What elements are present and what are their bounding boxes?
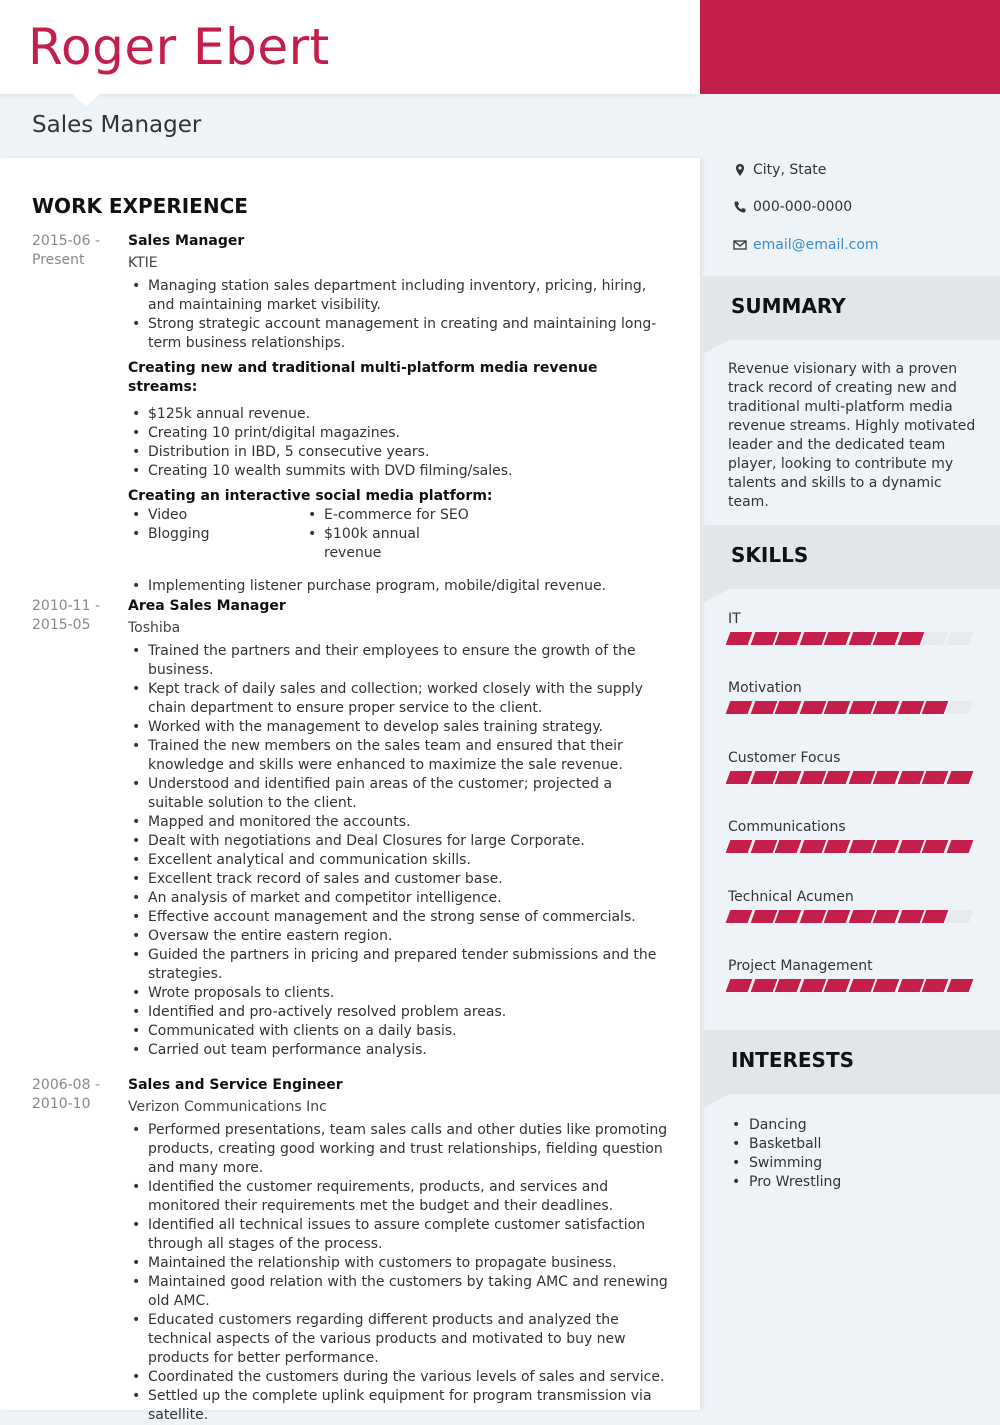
- skill-segment-filled: [873, 701, 900, 714]
- job-title: Sales and Service Engineer: [128, 1077, 343, 1093]
- skill-segment-filled: [750, 840, 777, 853]
- phone-icon: [733, 200, 747, 214]
- interests-title: INTERESTS: [731, 1048, 854, 1072]
- skill-segment-filled: [946, 771, 973, 784]
- skill-segment-filled: [799, 910, 826, 923]
- interests-header-pointer: [703, 1094, 729, 1108]
- list-item: • Strong strategic account management in creating and maintaining long-term business relationships.: [128, 315, 668, 353]
- job-title: Area Sales Manager: [128, 598, 286, 614]
- contact-location: [733, 162, 826, 178]
- list-item: • Video: [128, 506, 304, 525]
- location-pin-icon: [733, 163, 747, 177]
- job-col-2: [304, 506, 480, 563]
- list-item: • Excellent track record of sales and customer base.: [128, 870, 668, 889]
- list-item: • Educated customers regarding different products and analyzed the technical aspects of the various products and motivated to buy new products for better performance.: [128, 1311, 668, 1368]
- list-item: • Identified the customer requirements, products, and services and monitored their requirements met the budget and their deadlines.: [128, 1178, 668, 1216]
- skill-segment-filled: [873, 979, 900, 992]
- skill-segment-filled: [799, 632, 826, 645]
- list-item: • Understood and identified pain areas of the customer; projected a suitable solution to the client.: [128, 775, 668, 813]
- job-body: [128, 597, 668, 1060]
- header: [0, 0, 700, 94]
- skill-segment-filled: [824, 771, 851, 784]
- skills-header-pointer: [703, 589, 729, 603]
- list-item: • Identified all technical issues to assure complete customer satisfaction through all stages of the process.: [128, 1216, 668, 1254]
- list-item: • Basketball: [728, 1135, 841, 1154]
- skill-project-management: [728, 958, 973, 992]
- skill-segment-filled: [946, 979, 973, 992]
- skill-segment-filled: [897, 701, 924, 714]
- skill-segment-filled: [775, 979, 802, 992]
- job-sub-bullets: [128, 405, 668, 481]
- skill-segment-filled: [799, 771, 826, 784]
- list-item: • $125k annual revenue.: [128, 405, 668, 424]
- job-company: KTIE: [128, 255, 158, 271]
- skill-segment-filled: [726, 701, 753, 714]
- list-item: • Swimming: [728, 1154, 841, 1173]
- skill-segment-filled: [799, 840, 826, 853]
- skill-segment-filled: [726, 910, 753, 923]
- list-item: • Managing station sales department including inventory, pricing, hiring, and maintaining market visibility.: [128, 277, 668, 315]
- skill-segment-empty: [922, 632, 949, 645]
- skill-segment-filled: [922, 840, 949, 853]
- skill-segment-empty: [946, 632, 973, 645]
- skill-bar: [728, 979, 973, 992]
- skill-name: Customer Focus: [728, 750, 841, 766]
- skill-segment-filled: [824, 910, 851, 923]
- list-item: • Trained the partners and their employees to ensure the growth of the business.: [128, 642, 668, 680]
- job-subheading: Creating an interactive social media platform:: [128, 488, 493, 504]
- main-column: [0, 158, 700, 1423]
- skill-segment-filled: [897, 771, 924, 784]
- skill-segment-filled: [873, 840, 900, 853]
- skill-segment-filled: [775, 771, 802, 784]
- list-item: • An analysis of market and competitor intelligence.: [128, 889, 668, 908]
- header-pointer: [72, 94, 100, 106]
- skill-name: IT: [728, 611, 741, 627]
- summary-header: [703, 276, 1000, 340]
- job-company: Toshiba: [128, 620, 181, 636]
- skill-segment-filled: [848, 840, 875, 853]
- skill-segment-filled: [897, 910, 924, 923]
- skill-segment-empty: [946, 701, 973, 714]
- skill-bar: [728, 701, 973, 714]
- skill-name: Technical Acumen: [728, 889, 854, 905]
- list-item: • Maintained the relationship with customers to propagate business.: [128, 1254, 668, 1273]
- skill-technical-acumen: [728, 889, 973, 923]
- skill-segment-filled: [750, 979, 777, 992]
- skill-segment-filled: [897, 979, 924, 992]
- skill-segment-filled: [848, 910, 875, 923]
- skill-segment-filled: [897, 632, 924, 645]
- list-item: • $100k annual revenue: [304, 525, 480, 563]
- list-item: • Distribution in IBD, 5 consecutive years.: [128, 443, 668, 462]
- envelope-icon: [733, 238, 747, 252]
- contact-email[interactable]: [733, 237, 879, 253]
- list-item: • Creating 10 wealth summits with DVD filming/sales.: [128, 462, 668, 481]
- job-final-bullets: [128, 577, 668, 596]
- summary-header-pointer: [703, 340, 729, 354]
- subtitle-bar: [0, 94, 700, 158]
- list-item: • Kept track of daily sales and collection; worked closely with the supply chain department to ensure proper service to the client.: [128, 680, 668, 718]
- job-company: Verizon Communications Inc: [128, 1099, 327, 1115]
- list-item: • Blogging: [128, 525, 304, 544]
- list-item: • Dancing: [728, 1116, 841, 1135]
- email-link[interactable]: email@email.com: [753, 237, 879, 253]
- job-dates: [32, 1076, 122, 1114]
- location-text: City, State: [753, 162, 827, 178]
- skill-segment-filled: [726, 632, 753, 645]
- skill-segment-filled: [897, 840, 924, 853]
- job-date-end: 2015-05: [32, 617, 91, 633]
- list-item: • Pro Wrestling: [728, 1173, 841, 1192]
- job-date-end: Present: [32, 252, 85, 268]
- job-dates: [32, 597, 122, 635]
- list-item: • Oversaw the entire eastern region.: [128, 927, 668, 946]
- skill-segment-filled: [873, 771, 900, 784]
- summary-title: SUMMARY: [731, 294, 846, 318]
- skill-communications: [728, 819, 973, 853]
- contact-phone: [733, 199, 852, 215]
- skill-segment-filled: [873, 910, 900, 923]
- job-date-end: 2010-10: [32, 1096, 91, 1112]
- job-subheading: Creating new and traditional multi-platform media revenue streams:: [128, 360, 598, 395]
- job-body: [128, 1076, 668, 1425]
- list-item: • Wrote proposals to clients.: [128, 984, 668, 1003]
- skill-segment-filled: [750, 632, 777, 645]
- skill-segment-filled: [824, 632, 851, 645]
- skill-segment-filled: [848, 701, 875, 714]
- job-dates: [32, 232, 122, 270]
- interests-header: [703, 1030, 1000, 1094]
- job-body: [128, 232, 668, 596]
- skills-header: [703, 525, 1000, 589]
- job-two-column-list: [128, 506, 668, 563]
- list-item: • Communicated with clients on a daily basis.: [128, 1022, 668, 1041]
- list-item: • Guided the partners in pricing and prepared tender submissions and the strategies.: [128, 946, 668, 984]
- list-item: • Trained the new members on the sales team and ensured that their knowledge and skills were enhanced to maximize the sale revenue.: [128, 737, 668, 775]
- skill-segment-filled: [799, 979, 826, 992]
- skill-segment-filled: [775, 632, 802, 645]
- job-date-start: 2015-06 -: [32, 233, 100, 249]
- skill-segment-filled: [726, 771, 753, 784]
- accent-block: [700, 0, 1000, 94]
- summary-text: Revenue visionary with a proven track record of creating new and traditional multi-platform media revenue streams. Highly motivated leader and the dedicated team player, looking to contribute my talents and skills to a dynamic team.: [728, 361, 976, 510]
- list-item: • Performed presentations, team sales calls and other duties like promoting products, creating good working and trust relationships, fielding question and many more.: [128, 1121, 668, 1178]
- skill-bar: [728, 840, 973, 853]
- list-item: • Coordinated the customers during the various levels of sales and service.: [128, 1368, 668, 1387]
- skill-bar: [728, 910, 973, 923]
- skill-segment-filled: [824, 701, 851, 714]
- skill-segment-filled: [775, 701, 802, 714]
- skill-segment-filled: [922, 701, 949, 714]
- job-bullets: [128, 277, 668, 353]
- skill-segment-filled: [799, 701, 826, 714]
- list-item: • Dealt with negotiations and Deal Closures for large Corporate.: [128, 832, 668, 851]
- skill-segment-filled: [922, 910, 949, 923]
- skill-segment-filled: [726, 979, 753, 992]
- skill-segment-filled: [775, 840, 802, 853]
- skill-segment-filled: [750, 910, 777, 923]
- skill-name: Project Management: [728, 958, 873, 974]
- skill-name: Communications: [728, 819, 846, 835]
- skill-segment-filled: [824, 840, 851, 853]
- list-item: • Carried out team performance analysis.: [128, 1041, 668, 1060]
- skill-segment-filled: [750, 701, 777, 714]
- list-item: • Worked with the management to develop sales training strategy.: [128, 718, 668, 737]
- skill-bar: [728, 771, 973, 784]
- skill-segment-filled: [922, 771, 949, 784]
- interests-list: [728, 1116, 841, 1192]
- skills-title: SKILLS: [731, 543, 809, 567]
- skill-segment-filled: [946, 840, 973, 853]
- list-item: • E-commerce for SEO: [304, 506, 480, 525]
- list-item: • Implementing listener purchase program, mobile/digital revenue.: [128, 577, 668, 596]
- list-item: • Identified and pro-actively resolved problem areas.: [128, 1003, 668, 1022]
- skill-segment-filled: [726, 840, 753, 853]
- list-item: • Creating 10 print/digital magazines.: [128, 424, 668, 443]
- job-col-1: [128, 506, 304, 563]
- candidate-role: Sales Manager: [32, 112, 202, 138]
- job-bullets: [128, 1121, 668, 1425]
- skill-customer-focus: [728, 750, 973, 784]
- list-item: • Maintained good relation with the customers by taking AMC and renewing old AMC.: [128, 1273, 668, 1311]
- phone-text: 000-000-0000: [753, 199, 853, 215]
- job-bullets: [128, 642, 668, 1060]
- skill-segment-filled: [848, 771, 875, 784]
- skill-segment-filled: [775, 910, 802, 923]
- skill-name: Motivation: [728, 680, 802, 696]
- skill-segment-filled: [922, 979, 949, 992]
- skill-segment-filled: [873, 632, 900, 645]
- skill-segment-filled: [848, 979, 875, 992]
- job-date-start: 2006-08 -: [32, 1077, 100, 1093]
- skill-segment-filled: [848, 632, 875, 645]
- candidate-name: Roger Ebert: [28, 18, 330, 76]
- skill-motivation: [728, 680, 973, 714]
- skill-segment-filled: [750, 771, 777, 784]
- job-title: Sales Manager: [128, 233, 245, 249]
- list-item: • Mapped and monitored the accounts.: [128, 813, 668, 832]
- skill-it: [728, 611, 973, 645]
- job-date-start: 2010-11 -: [32, 598, 100, 614]
- skill-segment-filled: [824, 979, 851, 992]
- list-item: • Settled up the complete uplink equipment for program transmission via satellite.: [128, 1387, 668, 1425]
- list-item: • Excellent analytical and communication skills.: [128, 851, 668, 870]
- skill-segment-empty: [946, 910, 973, 923]
- skill-bar: [728, 632, 973, 645]
- list-item: • Effective account management and the strong sense of commercials.: [128, 908, 668, 927]
- sidebar: [703, 158, 1000, 1410]
- work-experience-title: WORK EXPERIENCE: [32, 194, 248, 218]
